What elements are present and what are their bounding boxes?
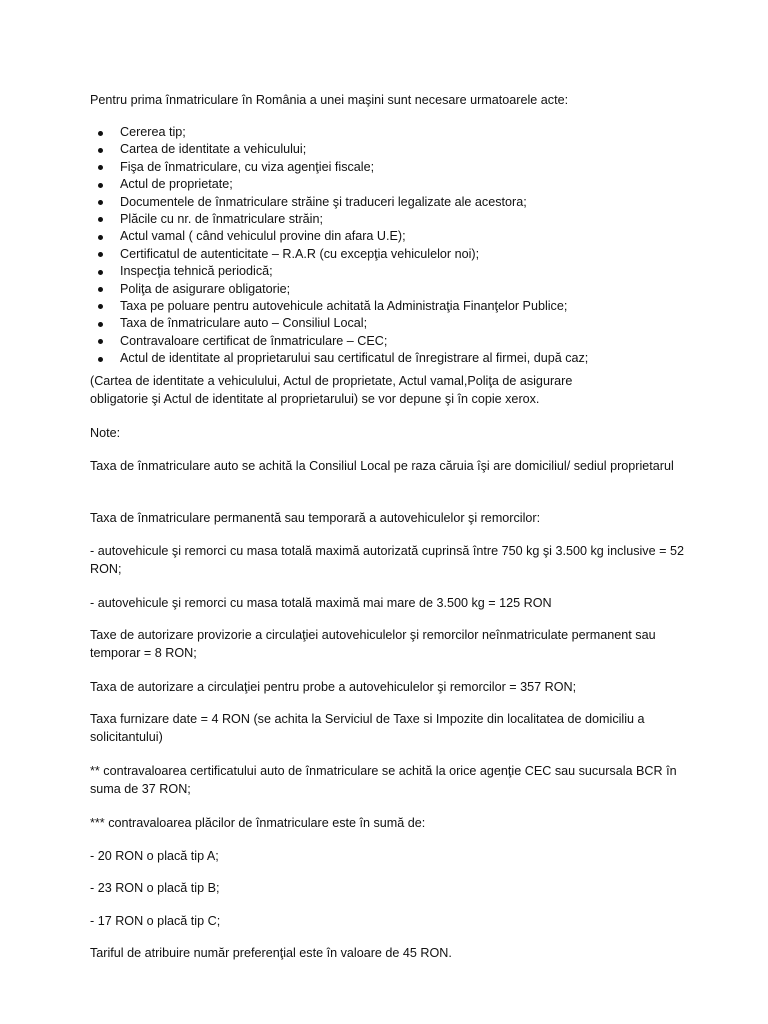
required-documents-list xyxy=(90,124,588,367)
bullet-icon xyxy=(98,165,103,170)
list-item-text: Fişa de înmatriculare, cu viza agenţiei fiscale; xyxy=(120,159,375,174)
bullet-icon xyxy=(98,322,103,327)
bullet-icon xyxy=(98,304,103,309)
list-item-text: Contravaloare certificat de înmatriculare – CEC; xyxy=(120,333,388,348)
test-drive-fee: Taxa de autorizare a circulaţiei pentru probe a autovehiculelor şi remorcilor = 357 RON; xyxy=(90,680,577,694)
list-item-text: Documentele de înmatriculare străine şi traduceri legalizate ale acestora; xyxy=(120,194,527,209)
provisional-fee: Taxe de autorizare provizorie a circulaţiei autovehiculelor şi remorcilor neînmatriculate permanent sau temporar = 8 RON; xyxy=(90,628,656,660)
fee-light-vehicles: - autovehicule şi remorci cu masa totală maximă autorizată cuprinsă între 750 kg şi 3.500 kg inclusive = 52 RON; xyxy=(90,544,684,576)
bullet-icon xyxy=(98,200,103,205)
bullet-icon xyxy=(98,357,103,362)
copy-requirement-note: (Cartea de identitate a vehiculului, Actul de proprietate, Actul vamal,Poliţa de asigurare obligatorie şi Actul de identitate al proprietarului) se vor depune şi în copie xerox. xyxy=(90,374,573,406)
intro-text: Pentru prima înmatriculare în România a unei maşini sunt necesare urmatoarele acte: xyxy=(90,93,569,107)
plate-type-c: - 17 RON o placă tip C; xyxy=(90,914,221,928)
list-item-text: Certificatul de autenticitate – R.A.R (cu excepţia vehiculelor noi); xyxy=(120,246,480,261)
list-item xyxy=(90,228,588,245)
notes-title: Note: xyxy=(90,426,121,440)
bullet-icon xyxy=(98,339,103,344)
list-item-text: Cartea de identitate a vehiculului; xyxy=(120,142,307,157)
list-item xyxy=(90,176,588,193)
list-item-text: Poliţa de asigurare obligatorie; xyxy=(120,281,291,296)
list-item xyxy=(90,263,588,280)
list-item-text: Inspecţia tehnică periodică; xyxy=(120,264,273,279)
list-item-text: Actul de proprietate; xyxy=(120,177,233,192)
list-item xyxy=(90,194,588,211)
local-council-note: Taxa de înmatriculare auto se achită la Consiliul Local pe raza căruia îşi are domiciliul/ sediul proprietarul xyxy=(90,459,674,473)
plate-type-a: - 20 RON o placă tip A; xyxy=(90,849,219,863)
list-item-text: Plăcile cu nr. de înmatriculare străin; xyxy=(120,211,323,226)
fee-heading: Taxa de înmatriculare permanentă sau temporară a autovehiculelor şi remorcilor: xyxy=(90,511,541,525)
bullet-icon xyxy=(98,287,103,292)
plates-heading: *** contravaloarea plăcilor de înmatriculare este în sumă de: xyxy=(90,816,426,830)
plate-type-b: - 23 RON o placă tip B; xyxy=(90,881,220,895)
list-item xyxy=(90,333,588,350)
certificate-cost: ** contravaloarea certificatului auto de înmatriculare se achită la orice agenţie CEC sau sucursala BCR în suma de 37 RON; xyxy=(90,764,677,796)
list-item-text: Taxa pe poluare pentru autovehicule achitată la Administraţia Finanţelor Publice; xyxy=(120,298,568,313)
list-item-text: Taxa de înmatriculare auto – Consiliul Local; xyxy=(120,316,368,331)
data-fee: Taxa furnizare date = 4 RON (se achita la Serviciul de Taxe si Impozite din localitatea de domiciliu a solicitantului) xyxy=(90,712,645,744)
list-item xyxy=(90,350,588,367)
preferential-number-fee: Tariful de atribuire număr preferenţial este în valoare de 45 RON. xyxy=(90,946,452,960)
bullet-icon xyxy=(98,217,103,222)
bullet-icon xyxy=(98,270,103,275)
list-item xyxy=(90,159,588,176)
list-item xyxy=(90,141,588,158)
list-item xyxy=(90,124,588,141)
bullet-icon xyxy=(98,148,103,153)
list-item-text: Cererea tip; xyxy=(120,125,186,139)
list-item xyxy=(90,298,588,315)
bullet-icon xyxy=(98,252,103,257)
list-item xyxy=(90,315,588,332)
list-item xyxy=(90,211,588,228)
list-item-text: Actul de identitate al proprietarului sau certificatul de înregistrare al firmei, după caz; xyxy=(120,351,589,366)
bullet-icon xyxy=(98,183,103,188)
bullet-icon xyxy=(98,235,103,240)
list-item-text: Actul vamal ( când vehiculul provine din afara U.E); xyxy=(120,229,406,244)
bullet-icon xyxy=(98,131,103,136)
list-item xyxy=(90,281,588,298)
fee-heavy-vehicles: - autovehicule şi remorci cu masa totală maximă mai mare de 3.500 kg = 125 RON xyxy=(90,596,552,610)
list-item xyxy=(90,246,588,263)
